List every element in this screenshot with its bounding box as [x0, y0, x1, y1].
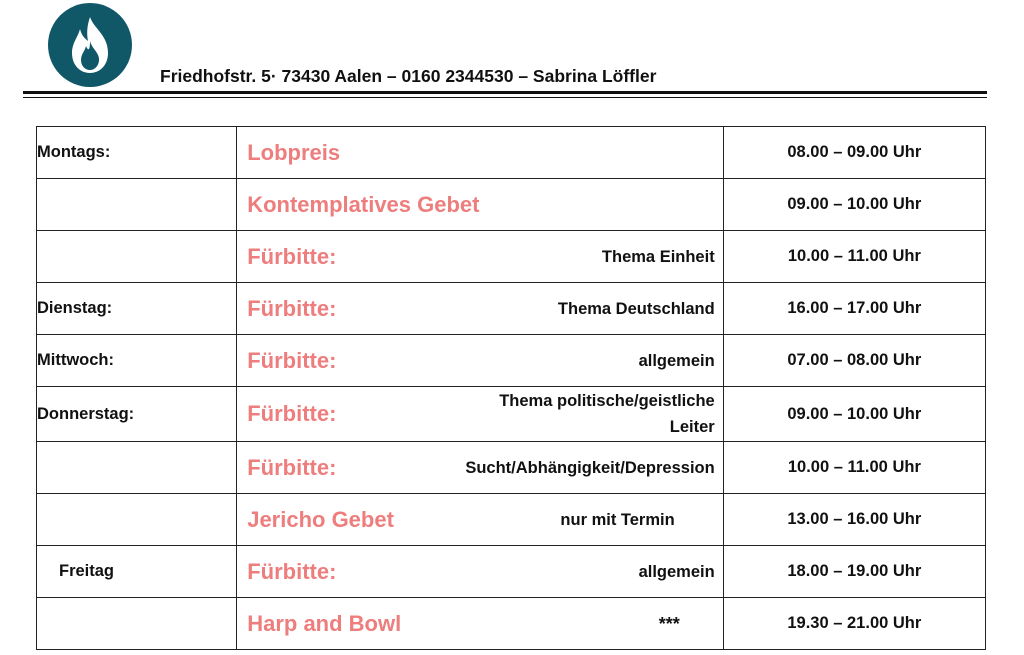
activity-title: Harp and Bowl [247, 610, 402, 636]
activity-cell [237, 442, 724, 494]
time-cell: 07.00 – 08.00 Uhr [723, 335, 985, 387]
day-cell [37, 442, 237, 494]
activity-cell [237, 127, 724, 179]
activity-cell [237, 598, 724, 650]
activity-note: Thema Deutschland [557, 299, 715, 318]
table-row [37, 231, 986, 283]
day-cell: Mittwoch: [37, 335, 237, 387]
time-cell: 16.00 – 17.00 Uhr [723, 283, 985, 335]
activity-title: Kontemplatives Gebet [247, 191, 480, 217]
table-row [37, 442, 986, 494]
table-row [37, 387, 986, 442]
day-cell: Donnerstag: [37, 387, 237, 442]
day-cell [37, 231, 237, 283]
activity-note: Thema Einheit [601, 247, 715, 266]
activity-note: allgemein [638, 562, 715, 581]
activity-note: *** [658, 613, 680, 634]
table-row [37, 598, 986, 650]
activity-note: nur mit Termin [560, 510, 675, 529]
activity-title: Fürbitte: [247, 401, 337, 426]
activity-title: Fürbitte: [247, 295, 337, 321]
activity-cell [237, 494, 724, 546]
activity-note-line: Thema politische/geistliche [499, 392, 715, 410]
day-cell: Freitag [37, 546, 237, 598]
time-cell: 19.30 – 21.00 Uhr [723, 598, 985, 650]
table-row [37, 335, 986, 387]
header-divider-thin [23, 97, 987, 98]
activity-cell [237, 231, 724, 283]
day-cell [37, 179, 237, 231]
activity-title: Fürbitte: [247, 454, 337, 480]
schedule-table [36, 126, 986, 650]
activity-note: Sucht/Abhängigkeit/Depression [465, 458, 715, 477]
table-row [37, 283, 986, 335]
time-cell: 18.00 – 19.00 Uhr [723, 546, 985, 598]
time-cell: 13.00 – 16.00 Uhr [723, 494, 985, 546]
day-cell [37, 494, 237, 546]
activity-cell [237, 546, 724, 598]
activity-title: Lobpreis [247, 139, 341, 165]
activity-title: Fürbitte: [247, 347, 337, 373]
time-cell: 09.00 – 10.00 Uhr [723, 387, 985, 442]
header-address: Friedhofstr. 5· 73430 Aalen – 0160 2344530 – Sabrina Löffler [160, 66, 657, 86]
table-row [37, 494, 986, 546]
day-cell [37, 598, 237, 650]
activity-cell [237, 179, 724, 231]
time-cell: 08.00 – 09.00 Uhr [723, 127, 985, 179]
table-row [37, 179, 986, 231]
activity-note [499, 388, 714, 440]
day-cell: Montags: [37, 127, 237, 179]
header-divider-thick [23, 91, 987, 94]
logo [48, 3, 132, 87]
table-row [37, 546, 986, 598]
activity-cell [237, 387, 724, 442]
day-cell: Dienstag: [37, 283, 237, 335]
activity-title: Jericho Gebet [247, 506, 394, 532]
activity-title: Fürbitte: [247, 558, 337, 584]
activity-note-line: Leiter [669, 418, 715, 436]
time-cell: 10.00 – 11.00 Uhr [723, 231, 985, 283]
time-cell: 10.00 – 11.00 Uhr [723, 442, 985, 494]
activity-title: Fürbitte: [247, 243, 337, 269]
activity-note: allgemein [638, 351, 715, 370]
flame-icon [64, 15, 116, 75]
activity-cell [237, 283, 724, 335]
activity-cell [237, 335, 724, 387]
time-cell: 09.00 – 10.00 Uhr [723, 179, 985, 231]
table-row [37, 127, 986, 179]
